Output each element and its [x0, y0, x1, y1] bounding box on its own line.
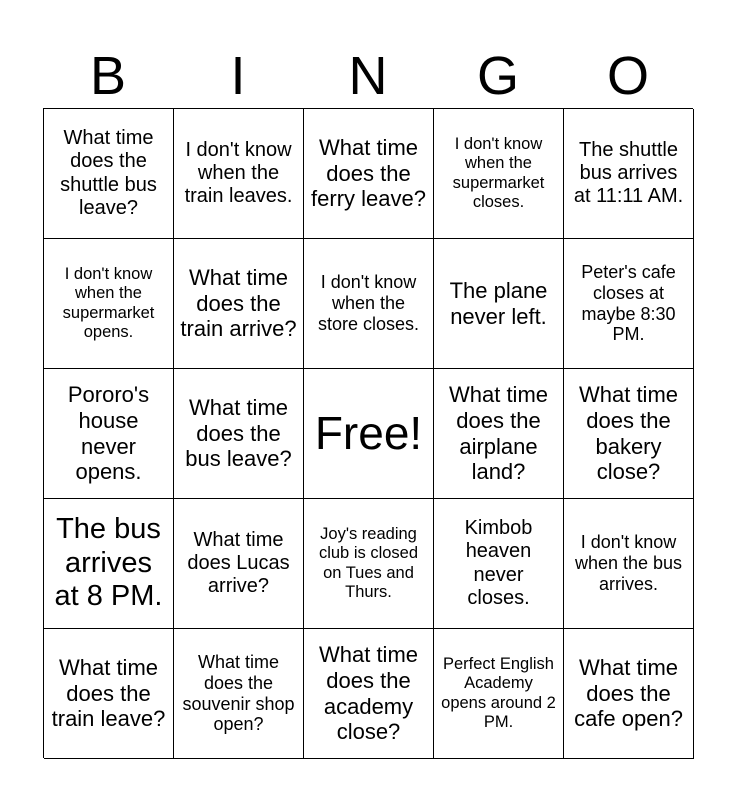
bingo-cell-text: Joy's reading club is closed on Tues and Thurs.: [318, 525, 419, 601]
bingo-cell[interactable]: [304, 499, 434, 629]
bingo-cell-text: What time does the train arrive?: [180, 265, 297, 342]
bingo-cell[interactable]: [434, 629, 564, 759]
bingo-cell[interactable]: [434, 109, 564, 239]
bingo-cell-text: Perfect English Academy opens around 2 PM.: [441, 655, 556, 731]
bingo-cell[interactable]: [564, 369, 694, 499]
bingo-cell[interactable]: [304, 239, 434, 369]
bingo-cell-text: What time does the train leave?: [51, 655, 166, 732]
bingo-cell-text: I don't know when the supermarket closes.: [452, 135, 545, 211]
bingo-cell[interactable]: [564, 239, 694, 369]
bingo-cell-text: Kimbob heaven never closes.: [464, 517, 533, 609]
bingo-cell-text: Peter's cafe closes at maybe 8:30 PM.: [581, 261, 676, 345]
header-letter-b: B: [89, 46, 127, 106]
bingo-cell[interactable]: [174, 109, 304, 239]
header-letter-i: I: [230, 46, 246, 106]
bingo-cell-text: What time does Lucas arrive?: [187, 528, 290, 598]
bingo-cell-text: I don't know when the store closes.: [317, 272, 420, 334]
bingo-cell[interactable]: [304, 109, 434, 239]
header-letter-g: G: [476, 46, 519, 106]
bingo-cell[interactable]: [304, 629, 434, 759]
bingo-cell[interactable]: [564, 629, 694, 759]
bingo-cell[interactable]: [564, 499, 694, 629]
bingo-cell[interactable]: [434, 369, 564, 499]
bingo-card-grid: [43, 108, 693, 758]
bingo-cell[interactable]: [174, 239, 304, 369]
bingo-cell[interactable]: [174, 369, 304, 499]
bingo-cell[interactable]: [434, 499, 564, 629]
bingo-cell-text: I don't know when the train leaves.: [184, 138, 293, 208]
bingo-cell[interactable]: [44, 369, 174, 499]
bingo-cell-text: Pororo's house never opens.: [67, 382, 150, 485]
bingo-cell[interactable]: [44, 629, 174, 759]
header-letter-o: O: [606, 46, 649, 106]
bingo-cell-text: I don't know when the bus arrives.: [574, 532, 683, 594]
bingo-cell[interactable]: [44, 239, 174, 369]
bingo-cell-text: What time does the shuttle bus leave?: [60, 127, 157, 219]
bingo-cell-text: What time does the airplane land?: [448, 382, 549, 485]
bingo-cell-text: The shuttle bus arrives at 11:11 AM.: [573, 138, 684, 208]
bingo-cell-text: What time does the academy close?: [318, 642, 419, 745]
bingo-cell-text: What time does the cafe open?: [574, 655, 683, 732]
bingo-cell[interactable]: [174, 629, 304, 759]
bingo-cell[interactable]: [434, 239, 564, 369]
bingo-cell-text: What time does the souvenir shop open?: [182, 651, 295, 735]
bingo-header: [43, 44, 693, 108]
free-space-text: Free!: [314, 406, 423, 459]
bingo-cell[interactable]: [564, 109, 694, 239]
bingo-cell[interactable]: [174, 499, 304, 629]
bingo-cell-text: The bus arrives at 8 PM.: [54, 513, 163, 613]
bingo-cell[interactable]: [44, 499, 174, 629]
bingo-cell-text: What time does the ferry leave?: [311, 135, 426, 212]
bingo-cell-text: I don't know when the supermarket opens.: [62, 265, 155, 341]
bingo-cell[interactable]: [44, 109, 174, 239]
bingo-cell-text: What time does the bakery close?: [578, 382, 679, 485]
free-space-cell[interactable]: [304, 369, 434, 499]
bingo-cell-text: What time does the bus leave?: [185, 395, 292, 472]
bingo-cell-text: The plane never left.: [449, 277, 548, 329]
header-letter-n: N: [348, 46, 388, 106]
